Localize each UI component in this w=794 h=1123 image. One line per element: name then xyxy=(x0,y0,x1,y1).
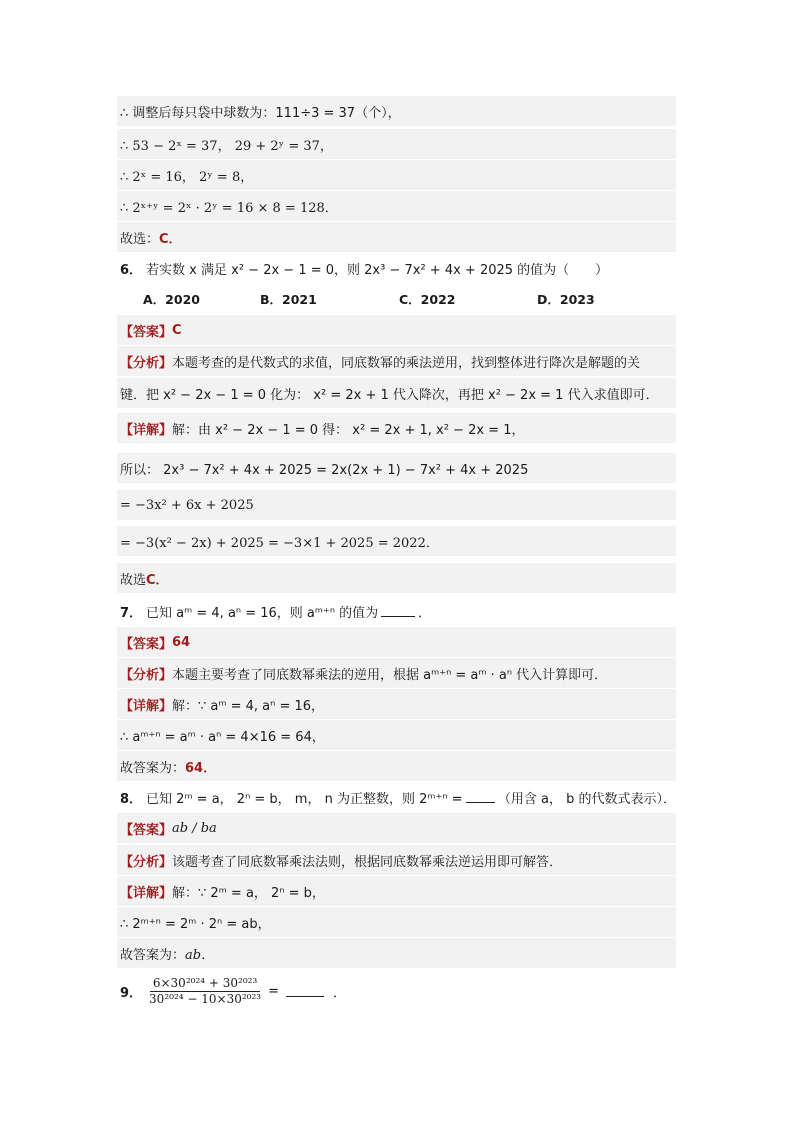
detail-line xyxy=(117,720,676,750)
solution-text: ∴ 调整后每只袋中球数为：111÷3 = 37（个）， xyxy=(120,105,401,121)
detail-tag: 【详解】 xyxy=(120,698,173,714)
answer-tag: 【答案】 xyxy=(120,636,173,652)
solution-line xyxy=(117,191,676,221)
solution-text: ∴ 2ˣ⁺ʸ = 2ˣ · 2ʸ = 16 × 8 = 128． xyxy=(120,200,338,216)
question-6-options xyxy=(117,284,676,314)
conclusion-answer: ab． xyxy=(185,947,215,963)
conclusion-line xyxy=(117,751,676,781)
solution-text: ∴ 53 − 2ˣ = 37， 29 + 2ʸ = 37， xyxy=(120,138,333,154)
answer-line xyxy=(117,627,676,657)
analysis-line xyxy=(117,378,676,408)
detail-line xyxy=(117,490,676,520)
analysis-tag: 【分析】 xyxy=(120,667,173,683)
question-text: 已知 aᵐ = 4, aⁿ = 16，则 aᵐ⁺ⁿ 的值为 xyxy=(146,605,379,621)
conclusion-line xyxy=(117,938,676,968)
question-number: 6． xyxy=(120,262,143,278)
question-number: 9． xyxy=(120,985,143,1001)
solution-line xyxy=(117,129,676,159)
analysis-tag: 【分析】 xyxy=(120,355,173,371)
conclusion-line xyxy=(117,563,676,593)
question-text-end: （用含 a， b 的代数式表示）． xyxy=(497,791,676,807)
answer-line xyxy=(117,813,676,843)
question-text: 已知 2ᵐ = a， 2ⁿ = b， m， n 为正整数，则 2ᵐ⁺ⁿ = xyxy=(146,791,463,807)
conclusion-label: 故答案为： xyxy=(120,760,186,776)
detail-tag: 【详解】 xyxy=(120,885,173,901)
analysis-text: 本题主要考查了同底数幂乘法的逆用，根据 aᵐ⁺ⁿ = aᵐ · aⁿ 代入计算即可． xyxy=(172,667,608,683)
conclusion-label: 故选 xyxy=(120,572,147,588)
detail-line xyxy=(117,689,676,719)
solution-line xyxy=(117,160,676,190)
fraction-numerator: 6×30²⁰²⁴ + 30²⁰²³ xyxy=(150,976,260,992)
detail-line xyxy=(117,413,676,443)
conclusion-label: 故答案为： xyxy=(120,947,186,963)
detail-text: 解：∵ aᵐ = 4, aⁿ = 16， xyxy=(172,698,325,714)
answer-value: 64 xyxy=(172,634,191,650)
analysis-text: 该题考查了同底数幂乘法法则，根据同底数幂乘法逆运用即可解答． xyxy=(172,854,563,870)
answer-tag: 【答案】 xyxy=(120,822,173,838)
option-d: D．2023 xyxy=(537,292,595,307)
detail-text: 解：∵ 2ᵐ = a， 2ⁿ = b， xyxy=(172,885,325,901)
detail-tag: 【详解】 xyxy=(120,422,173,438)
solution-line xyxy=(117,96,676,126)
analysis-tag: 【分析】 xyxy=(120,854,173,870)
question-number: 8． xyxy=(120,791,143,807)
detail-line xyxy=(117,876,676,906)
detail-line xyxy=(117,907,676,937)
question-8-stem xyxy=(117,782,676,812)
fraction-expression xyxy=(146,976,264,1007)
analysis-line xyxy=(117,845,676,875)
equals-sign: = xyxy=(268,983,279,999)
analysis-text: 本题考查的是代数式的求值，同底数幂的乘法逆用，找到整体进行降次是解题的关 xyxy=(172,355,641,371)
conclusion-answer: 64． xyxy=(185,760,217,776)
conclusion-answer: C． xyxy=(159,231,182,247)
detail-text: 解：由 x² − 2x − 1 = 0 得： x² = 2x + 1, x² − 2x = 1， xyxy=(172,422,525,438)
detail-line xyxy=(117,526,676,556)
solution-text: ∴ 2ˣ = 16， 2ʸ = 8， xyxy=(120,169,254,185)
detail-text: ∴ aᵐ⁺ⁿ = aᵐ · aⁿ = 4×16 = 64， xyxy=(120,729,325,745)
question-text-end: ． xyxy=(332,985,346,1001)
analysis-line xyxy=(117,346,676,376)
answer-blank[interactable] xyxy=(381,605,415,617)
question-6-stem xyxy=(117,253,676,283)
answer-tag: 【答案】 xyxy=(120,324,173,340)
detail-line xyxy=(117,453,676,483)
answer-blank[interactable] xyxy=(466,791,495,803)
detail-text: = −3x² + 6x + 2025 xyxy=(120,497,254,513)
conclusion-label: 故选： xyxy=(120,231,160,247)
conclusion-answer: C． xyxy=(146,572,169,588)
answer-line xyxy=(117,315,676,345)
question-number: 7． xyxy=(120,605,143,621)
question-7-stem xyxy=(117,596,676,626)
question-text-end: ． xyxy=(418,605,432,621)
question-text: 若实数 x 满足 x² − 2x − 1 = 0，则 2x³ − 7x² + 4x + 2025 的值为（ ） xyxy=(146,262,609,278)
answer-blank[interactable] xyxy=(286,985,324,997)
detail-text: ∴ 2ᵐ⁺ⁿ = 2ᵐ · 2ⁿ = ab， xyxy=(120,916,271,932)
option-b: B．2021 xyxy=(260,292,317,307)
fraction-denominator: 30²⁰²⁴ − 10×30²⁰²³ xyxy=(149,991,262,1006)
answer-value: C xyxy=(172,322,182,338)
question-9-stem xyxy=(117,970,676,1012)
conclusion-line xyxy=(117,222,676,252)
option-a: A．2020 xyxy=(143,292,200,307)
option-c: C．2022 xyxy=(399,292,456,307)
analysis-line xyxy=(117,658,676,688)
detail-text: = −3(x² − 2x) + 2025 = −3×1 + 2025 = 2022． xyxy=(120,535,439,551)
detail-text: 所以： 2x³ − 7x² + 4x + 2025 = 2x(2x + 1) − 7x² + 4x + 2025 xyxy=(120,462,529,478)
analysis-text: 键．把 x² − 2x − 1 = 0 化为： x² = 2x + 1 代入降次，再把 x² − 2x = 1 代入求值即可． xyxy=(120,387,659,403)
answer-value: ab / ba xyxy=(172,820,217,836)
